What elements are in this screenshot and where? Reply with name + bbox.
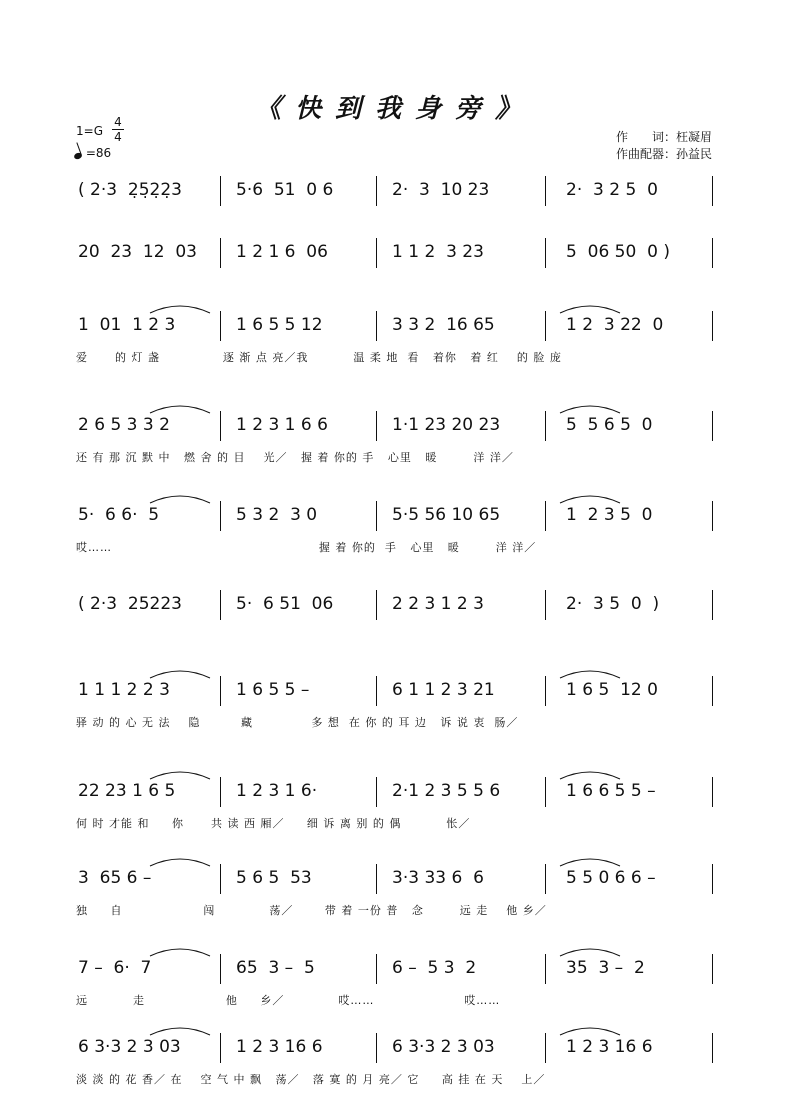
measure-notes: 1 2 3 5 0 [566, 505, 653, 525]
tempo-marking [74, 146, 111, 160]
measure-notes: ( 2·3 25223 [78, 594, 182, 614]
measure-notes: 5·5 56 10 65 [392, 505, 501, 525]
slur [560, 406, 620, 413]
time-signature [112, 116, 124, 143]
score-title: 《快到我身旁》 [254, 94, 535, 124]
slur-marks [0, 489, 790, 509]
measure-notes: 1 2 3 16 6 [566, 1037, 653, 1057]
slur [560, 1028, 620, 1035]
lyrics-line: 哎…… 握 着 你的 手 心里 暖 洋 洋／ [76, 541, 537, 554]
slur [150, 496, 210, 503]
measure-notes: 2· 3 5 0 ) [566, 594, 660, 614]
measure-notes: 5 3 2 3 0 [236, 505, 318, 525]
time-signature-bottom: 4 [114, 130, 122, 144]
measure-notes: 1 1 2 3 23 [392, 242, 484, 262]
key-signature: 1=G [76, 124, 103, 138]
slur-marks [0, 578, 790, 598]
measure-notes: 3 65 6 – [78, 868, 152, 888]
measure-notes: 6 – 5 3 2 [392, 958, 477, 978]
lyrics-line: 独 自 闯 荡／ 带 着 一份 普 念 远 走 他 乡／ [76, 904, 547, 917]
slur-marks [0, 226, 790, 246]
slur [560, 859, 620, 866]
measure-notes: 2· 3 10 23 [392, 180, 490, 200]
slur [150, 949, 210, 956]
lyrics-line: 还 有 那 沉 默 中 燃 舍 的 目 光／ 握 着 你的 手 心里 暖 洋 洋／ [76, 451, 514, 464]
measure-notes: 5 06 50 0 ) [566, 242, 670, 262]
quarter-note-icon [73, 152, 83, 160]
measure-notes: 6 1 1 2 3 21 [392, 680, 495, 700]
slur [560, 496, 620, 503]
measure-notes: 65 3 – 5 [236, 958, 315, 978]
measure-notes: 1 2 3 1 6· [236, 781, 318, 801]
slur [560, 306, 620, 313]
measure-notes: 22 23 1 6 5 [78, 781, 176, 801]
slur-marks [0, 664, 790, 684]
measure-notes: 2 2 3 1 2 3 [392, 594, 484, 614]
tempo-value: =86 [85, 146, 112, 160]
slur [150, 859, 210, 866]
measure-notes: 5·6 51 0 6 [236, 180, 334, 200]
slur-marks [0, 1021, 790, 1041]
measure-notes: 1 01 1 2 3 [78, 315, 176, 335]
slur [150, 306, 210, 313]
measure-notes: 3 3 2 16 65 [392, 315, 495, 335]
measure-notes: 1 2 1 6 06 [236, 242, 328, 262]
slur-marks [0, 765, 790, 785]
slur [150, 406, 210, 413]
measure-notes: 3·3 33 6 6 [392, 868, 484, 888]
lyrics-line: 爱 的 灯 盏 逐 渐 点 亮／我 温 柔 地 看 着你 着 红 的 脸 庞 [76, 351, 562, 364]
measure-notes: 35 3 – 2 [566, 958, 645, 978]
measure-notes: 1 6 5 12 0 [566, 680, 658, 700]
composer-credit: 作曲配器：孙益民 [616, 147, 713, 161]
measure-notes: 1 6 5 5 – [236, 680, 310, 700]
slur [150, 1028, 210, 1035]
measure-notes: 20 23 12 03 [78, 242, 197, 262]
slur-marks [0, 942, 790, 962]
measure-notes: ( 2·3 2̣5̣2̣2̣3 [78, 180, 182, 200]
measure-notes: 6 3·3 2 3 03 [392, 1037, 495, 1057]
lyrics-line: 远 走 他 乡／ 哎…… 哎…… [76, 994, 501, 1007]
slur-marks [0, 164, 790, 184]
credits [616, 129, 712, 163]
measure-notes: 2·1 2 3 5 5 6 [392, 781, 501, 801]
measure-notes: 2 6 5 3 3 2 [78, 415, 170, 435]
measure-notes: 1·1 23 20 23 [392, 415, 501, 435]
slur [560, 671, 620, 678]
measure-notes: 5 6 5 53 [236, 868, 312, 888]
measure-notes: 7 – 6· 7 [78, 958, 152, 978]
slur-marks [0, 852, 790, 872]
slur-marks [0, 299, 790, 319]
measure-notes: 1 6 6 5 5 – [566, 781, 656, 801]
measure-notes: 6 3·3 2 3 03 [78, 1037, 181, 1057]
measure-notes: 1 1 1 2 2 3 [78, 680, 170, 700]
measure-notes: 5· 6 6· 5 [78, 505, 160, 525]
measure-notes: 1 2 3 16 6 [236, 1037, 323, 1057]
measure-notes: 5· 6 51 06 [236, 594, 334, 614]
lyrics-line: 何 时 才能 和 你 共 读 西 厢／ 细 诉 离 别 的 偶 怅／ [76, 817, 471, 830]
lyrics-line: 驿 动 的 心 无 法 隐 藏 多 想 在 你 的 耳 边 诉 说 衷 肠／ [76, 716, 519, 729]
slur [560, 949, 620, 956]
slur [150, 671, 210, 678]
measure-notes: 1 2 3 1 6 6 [236, 415, 328, 435]
measure-notes: 1 2 3 22 0 [566, 315, 664, 335]
measure-notes: 5 5 6 5 0 [566, 415, 653, 435]
time-signature-top: 4 [114, 115, 122, 129]
lyricist-credit: 作 词：枉凝眉 [616, 130, 713, 144]
slur [150, 772, 210, 779]
lyrics-line: 淡 淡 的 花 香／ 在 空 气 中 飘 荡／ 落 寞 的 月 亮／ 它 高 挂 在 天 上／ [76, 1073, 546, 1086]
slur [560, 772, 620, 779]
measure-notes: 1 6 5 5 12 [236, 315, 323, 335]
measure-notes: 5 5 0 6 6 – [566, 868, 656, 888]
measure-notes: 2· 3 2 5 0 [566, 180, 658, 200]
slur-marks [0, 399, 790, 419]
